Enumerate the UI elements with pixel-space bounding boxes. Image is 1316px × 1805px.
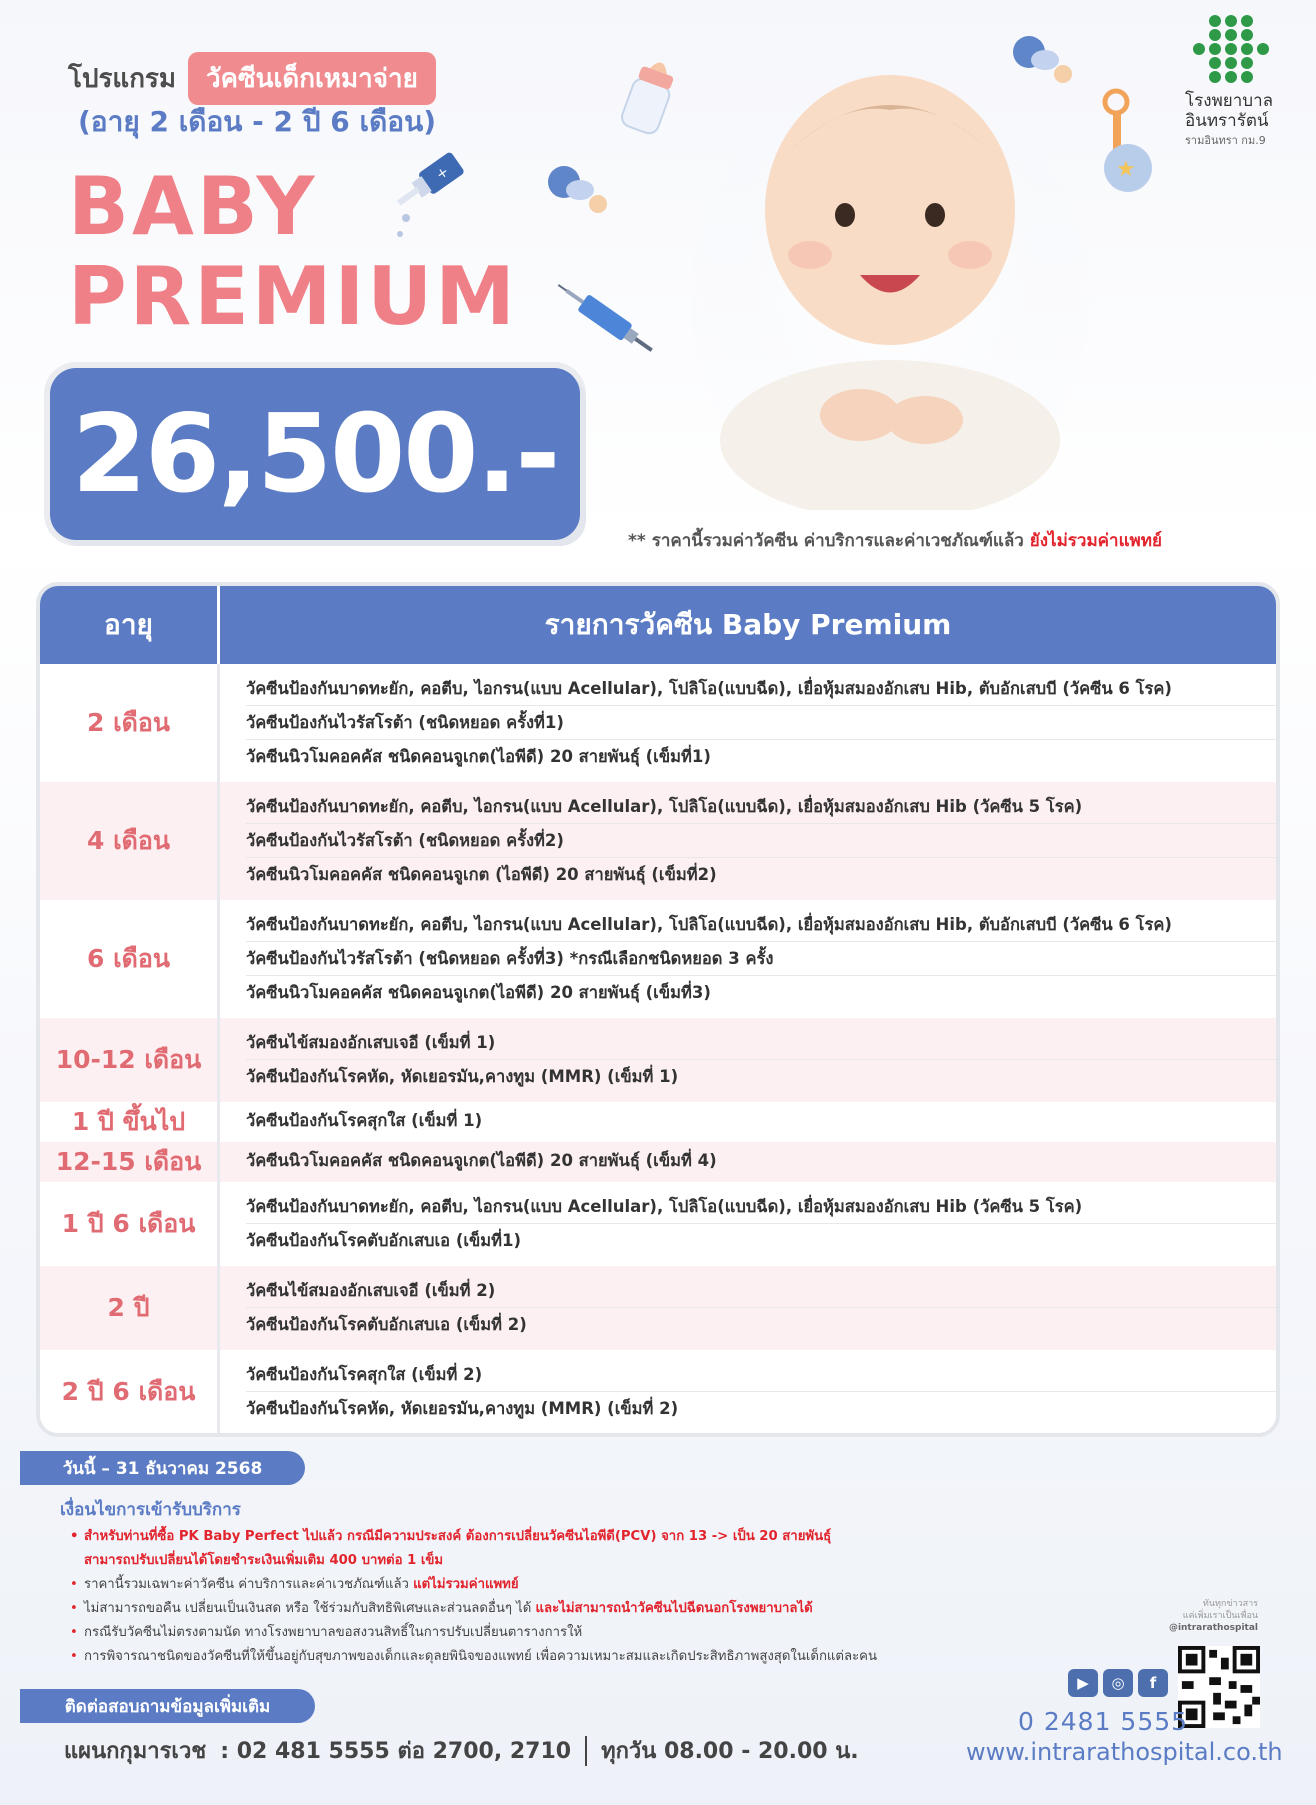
syringe-icon — [556, 278, 666, 368]
table-row — [40, 664, 1276, 782]
follow-line-1: ทันทุกข่าวสาร — [1202, 1599, 1258, 1609]
pacifier-icon — [540, 160, 610, 220]
facebook-icon[interactable]: f — [1138, 1669, 1168, 1697]
conditions-title: เงื่อนไขการเข้ารับบริการ — [60, 1500, 241, 1520]
row-vaccines — [220, 782, 1276, 900]
logo-cross-icon — [1193, 15, 1300, 83]
table-row — [40, 1266, 1276, 1350]
vaccine-item: วัคซีนป้องกันโรคสุกใส (เข็มที่ 1) — [246, 1111, 483, 1130]
vaccine-item: วัคซีนไข้สมองอักเสบเจอี (เข็มที่ 1) — [246, 1026, 1276, 1060]
row-age: 4 เดือน — [40, 782, 220, 900]
condition-text: ไม่สามารถขอคืน เปลี่ยนเป็นเงินสด หรือ ใช้ร่วมกับสิทธิพิเศษและส่วนลดอื่นๆ ได้ — [84, 1601, 532, 1616]
social-links — [1068, 1669, 1168, 1697]
bottle-icon — [610, 52, 690, 142]
conditions-list — [70, 1525, 970, 1669]
vaccine-item: วัคซีนไข้สมองอักเสบเจอี (เข็มที่ 2) — [246, 1274, 1276, 1308]
vaccine-item: วัคซีนป้องกันโรคตับอักเสบเอ (เข็มที่1) — [246, 1231, 522, 1250]
vaccine-item: วัคซีนป้องกันบาดทะยัก, คอตีบ, ไอกรน(แบบ Acellular), โปลิโอ(แบบฉีด), เยื่อหุ้มสมองอักเสบ Hib, ตับอักเสบบี (วัคซีน 6 โรค) — [246, 908, 1276, 942]
vaccine-item: วัคซีนนิวโมคอคคัส ชนิดคอนจูเกต (ไอพีดี) 20 สายพันธุ์ (เข็มที่2) — [246, 865, 717, 884]
table-row — [40, 900, 1276, 1018]
row-vaccines — [220, 1102, 1276, 1142]
title-line-2: PREMIUM — [68, 250, 518, 343]
row-age: 1 ปี 6 เดือน — [40, 1182, 220, 1266]
row-age: 12-15 เดือน — [40, 1142, 220, 1182]
contact-line — [64, 1733, 859, 1768]
age-range: (อายุ 2 เดือน - 2 ปี 6 เดือน) — [78, 105, 437, 138]
follow-text — [1148, 1598, 1258, 1634]
row-vaccines — [220, 1182, 1276, 1266]
table-row — [40, 1018, 1276, 1102]
opening-hours: ทุกวัน 08.00 - 20.00 น. — [601, 1739, 859, 1764]
row-vaccines — [220, 664, 1276, 782]
condition-text: สามารถปรับเปลี่ยนได้โดยชำระเงินเพิ่มเติม 400 บาทต่อ 1 เข็ม — [84, 1553, 444, 1568]
vaccine-item: วัคซีนป้องกันบาดทะยัก, คอตีบ, ไอกรน(แบบ Acellular), โปลิโอ(แบบฉีด), เยื่อหุ้มสมองอักเสบ Hib (วัคซีน 5 โรค) — [246, 790, 1276, 824]
condition-item — [70, 1549, 970, 1573]
row-age: 2 ปี 6 เดือน — [40, 1350, 220, 1434]
hospital-logo — [1185, 15, 1300, 149]
table-row — [40, 1350, 1276, 1434]
vaccine-item: วัคซีนป้องกันไวรัสโรต้า (ชนิดหยอด ครั้งที่3) *กรณีเลือกชนิดหยอด 3 ครั้ง — [246, 942, 1276, 976]
divider — [585, 1736, 587, 1766]
price-box — [50, 368, 580, 540]
condition-item — [70, 1645, 970, 1669]
condition-item — [70, 1573, 970, 1597]
table-row — [40, 1102, 1276, 1142]
price-note — [628, 527, 1162, 554]
table-header — [40, 586, 1276, 664]
condition-text: กรณีรับวัคซีนไม่ตรงตามนัด ทางโรงพยาบาลขอสงวนสิทธิ์ในการปรับเปลี่ยนตารางการให้ — [84, 1625, 583, 1640]
rattle-icon — [1098, 84, 1158, 194]
col-list-header: รายการวัคซีน Baby Premium — [544, 608, 952, 641]
row-vaccines — [220, 1142, 1276, 1182]
title-line-1: BABY — [68, 160, 318, 253]
table-body — [40, 664, 1276, 1434]
vaccine-item: วัคซีนนิวโมคอคคัส ชนิดคอนจูเกต(ไอพีดี) 20 สายพันธุ์ (เข็มที่1) — [246, 747, 711, 766]
condition-item — [70, 1597, 970, 1621]
condition-text: ราคานี้รวมเฉพาะค่าวัคซีน ค่าบริการและค่าเวชภัณฑ์แล้ว — [84, 1577, 409, 1592]
program-line — [68, 52, 436, 105]
vaccine-item: วัคซีนนิวโมคอคคัส ชนิดคอนจูเกต(ไอพีดี) 20 สายพันธุ์ (เข็มที่ 4) — [246, 1151, 717, 1170]
condition-item — [70, 1621, 970, 1645]
program-name-pill: วัคซีนเด็กเหมาจ่าย — [188, 52, 436, 105]
condition-text: การพิจารณาชนิดของวัคซีนที่ให้ขึ้นอยู่กับสุขภาพของเด็กและดุลยพินิจของแพทย์ เพื่อความเหมาะสมและเกิดประสิทธิภาพสูงสุดในเด็กแต่ละคน — [84, 1649, 877, 1664]
hotline-phone[interactable]: 0 2481 5555 — [1018, 1707, 1189, 1736]
row-age: 2 เดือน — [40, 664, 220, 782]
vaccine-item: วัคซีนนิวโมคอคคัส ชนิดคอนจูเกต(ไอพีดี) 20 สายพันธุ์ (เข็มที่3) — [246, 983, 711, 1002]
vaccine-item: วัคซีนป้องกันโรคหัด, หัดเยอรมัน,คางทูม (MMR) (เข็มที่ 1) — [246, 1067, 679, 1086]
vaccine-item: วัคซีนป้องกันโรคสุกใส (เข็มที่ 2) — [246, 1358, 1276, 1392]
pacifier-icon-2 — [1005, 30, 1075, 90]
follow-line-2: แค่เพิ่มเราเป็นเพื่อน — [1182, 1611, 1258, 1621]
row-age: 2 ปี — [40, 1266, 220, 1350]
row-age: 1 ปี ขึ้นไป — [40, 1102, 220, 1142]
price-note-highlight: ยังไม่รวมค่าแพทย์ — [1029, 531, 1162, 551]
vaccine-item: วัคซีนป้องกันบาดทะยัก, คอตีบ, ไอกรน(แบบ Acellular), โปลิโอ(แบบฉีด), เยื่อหุ้มสมองอักเสบ Hib, ตับอักเสบบี (วัคซีน 6 โรค) — [246, 672, 1276, 706]
date-range: วันนี้ – 31 ธันวาคม 2568 — [20, 1451, 305, 1485]
vaccine-item: วัคซีนป้องกันไวรัสโรต้า (ชนิดหยอด ครั้งที่2) — [246, 824, 1276, 858]
row-age: 6 เดือน — [40, 900, 220, 1018]
vaccine-table — [36, 582, 1280, 1437]
youtube-icon[interactable]: ▶ — [1068, 1669, 1098, 1697]
row-vaccines — [220, 1350, 1276, 1434]
row-vaccines — [220, 1018, 1276, 1102]
row-vaccines — [220, 1266, 1276, 1350]
logo-name-1: โรงพยาบาล — [1185, 91, 1274, 111]
svg-text:★: ★ — [1116, 157, 1136, 182]
table-row — [40, 1182, 1276, 1266]
dept-phone[interactable]: : 02 481 5555 ต่อ 2700, 2710 — [220, 1739, 572, 1764]
condition-item — [70, 1525, 970, 1549]
vaccine-item: วัคซีนป้องกันโรคหัด, หัดเยอรมัน,คางทูม (MMR) (เข็มที่ 2) — [246, 1399, 679, 1418]
baby-photo — [690, 40, 1090, 510]
program-label: โปรแกรม — [68, 64, 177, 94]
dept-name: แผนกกุมารเวช — [64, 1739, 207, 1764]
line-id: @intrarathospital — [1168, 1623, 1258, 1633]
vaccine-item: วัคซีนป้องกันโรคตับอักเสบเอ (เข็มที่ 2) — [246, 1315, 527, 1334]
table-row — [40, 1142, 1276, 1182]
row-vaccines — [220, 900, 1276, 1018]
condition-text: สำหรับท่านที่ซื้อ PK Baby Perfect ไปแล้ว กรณีมีความประสงค์ ต้องการเปลี่ยนวัคซีนไอพีดี(PCV) จาก 13 -> เป็น 20 สายพันธุ์ — [84, 1529, 832, 1544]
svg-text:+: + — [433, 163, 453, 184]
price-value: 26,500.- — [71, 391, 559, 517]
vaccine-item: วัคซีนป้องกันบาดทะยัก, คอตีบ, ไอกรน(แบบ Acellular), โปลิโอ(แบบฉีด), เยื่อหุ้มสมองอักเสบ Hib (วัคซีน 5 โรค) — [246, 1190, 1276, 1224]
logo-name-2: อินทรารัตน์ — [1185, 111, 1269, 131]
condition-highlight: แต่ไม่รวมค่าแพทย์ — [413, 1577, 519, 1592]
qr-code[interactable] — [1178, 1646, 1260, 1728]
vaccine-item: วัคซีนป้องกันไวรัสโรต้า (ชนิดหยอด ครั้งที่1) — [246, 706, 1276, 740]
website-link[interactable]: www.intrarathospital.co.th — [966, 1738, 1283, 1766]
table-row — [40, 782, 1276, 900]
dropper-icon — [392, 140, 502, 240]
condition-highlight: และไม่สามารถนำวัคซีนไปฉีดนอกโรงพยาบาลได้ — [535, 1601, 813, 1616]
logo-sub: รามอินทรา กม.9 — [1185, 134, 1266, 147]
instagram-icon[interactable]: ◎ — [1103, 1669, 1133, 1697]
row-age: 10-12 เดือน — [40, 1018, 220, 1102]
contact-title: ติดต่อสอบถามข้อมูลเพิ่มเติม — [20, 1689, 315, 1723]
price-note-text: ** ราคานี้รวมค่าวัคซีน ค่าบริการและค่าเวชภัณฑ์แล้ว — [628, 531, 1024, 551]
col-age-header: อายุ — [40, 586, 220, 664]
